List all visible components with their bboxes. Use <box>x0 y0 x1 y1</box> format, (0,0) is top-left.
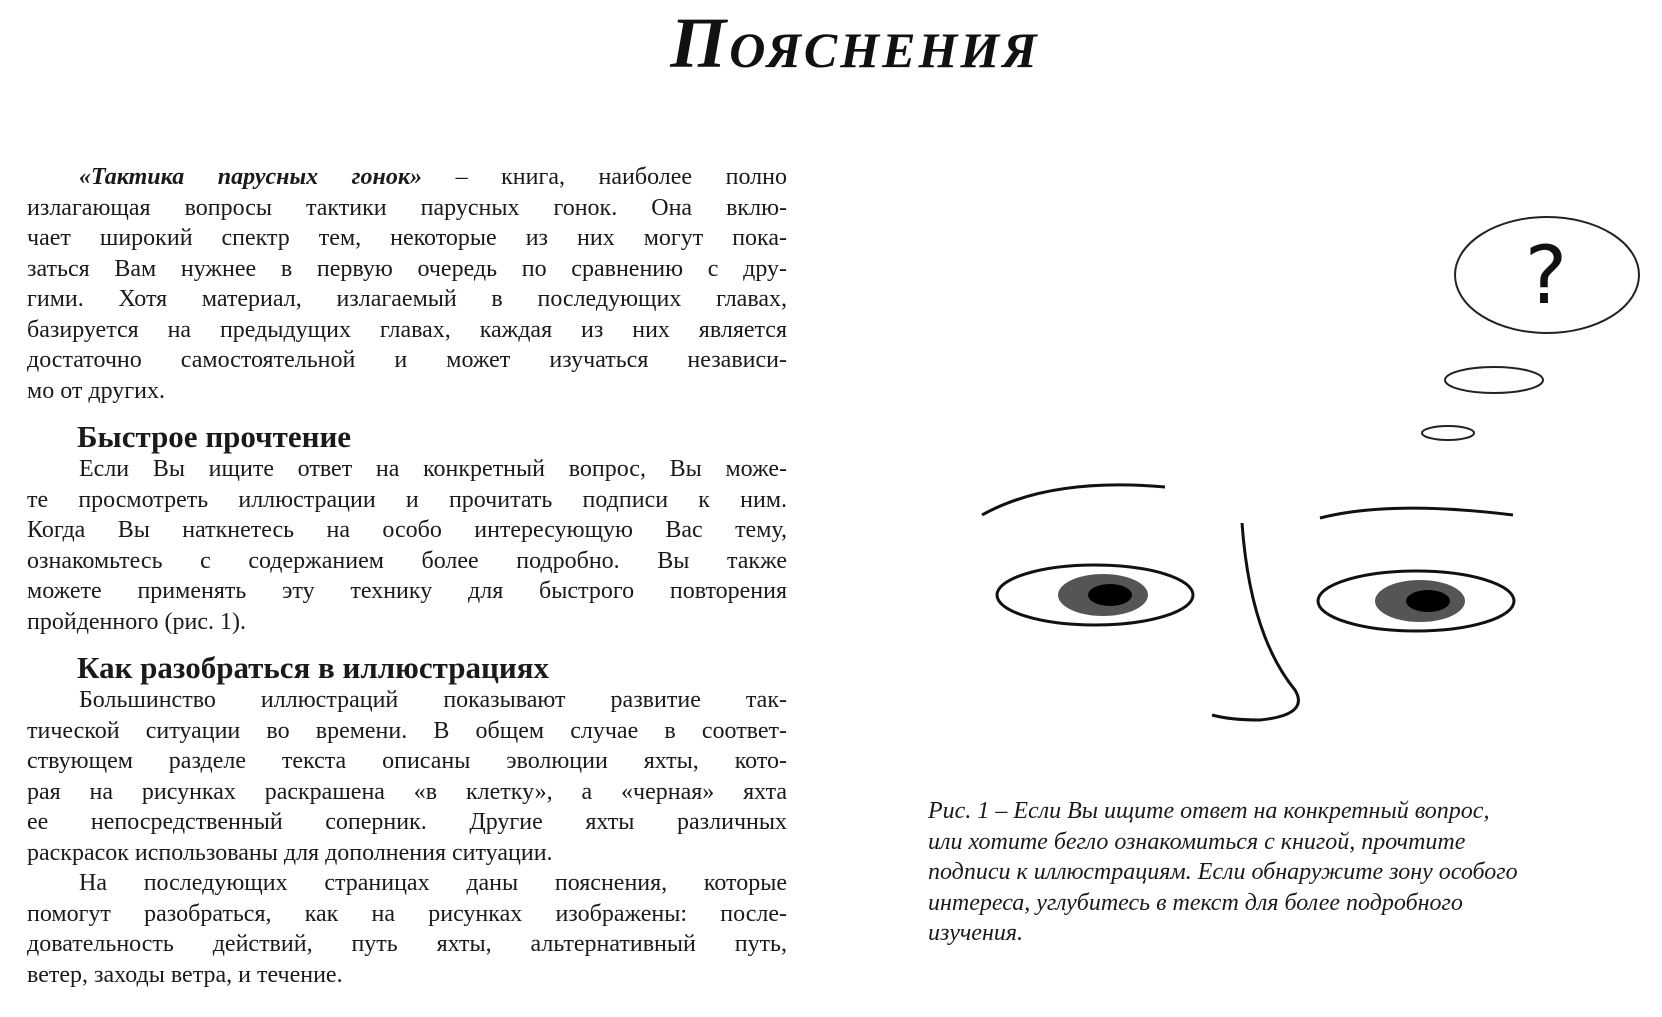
right-eye <box>1318 571 1514 631</box>
text-line: базируется на предыдущих главах, каждая из них является <box>27 316 787 343</box>
text-line: Большинство иллюстраций показывают развитие так- <box>79 687 787 713</box>
text-line: рая на рисунках раскрашена «в клетку», а «черная» яхта <box>27 778 787 805</box>
figure-face-illustration <box>960 215 1660 735</box>
text-line: излагающая вопросы тактики парусных гонок. Она вклю- <box>27 194 787 221</box>
text-line: раскрасок использованы для дополнения ситуации. <box>27 839 553 866</box>
section-heading: Как разобраться в иллюстрациях <box>77 650 549 685</box>
figure-caption <box>928 796 1653 949</box>
text-line: чает широкий спектр тем, некоторые из них могут пока- <box>27 225 787 251</box>
text-line: помогут разобраться, как на рисунках изображены: после- <box>27 900 787 927</box>
text-line: ее непосредственный соперник. Другие яхты различных <box>27 809 787 835</box>
left-eye <box>997 565 1193 625</box>
caption-line: подписи к иллюстрациям. Если обнаружите зону особого <box>928 859 1518 885</box>
text-line: ствующем разделе текста описаны эволюции яхты, кото- <box>27 748 787 774</box>
right-eyebrow <box>1320 508 1513 518</box>
intro-paragraph: «Тактика парусных гонок» – книга, наиболее полно излагающая вопросы тактики парусных гонок. Она вклю- чает широкий спектр тем, некоторые из них могут пока- заться Вам нужнее в первую очередь по сравнению с дру- гими. Хотя материал, излагаемый в последующих главах, базируется на предыдущих главах, каждая из них является достаточно самостоятельной и может изучаться независи- мо от других. <box>27 162 787 406</box>
section-quick-reading <box>27 420 787 637</box>
caption-line: изучения. <box>928 920 1024 946</box>
text-line: мо от других. <box>27 377 165 404</box>
caption-line: или хотите бегло ознакомиться с книгой, прочтите <box>928 828 1466 855</box>
text-line: пройденного (рис. 1). <box>27 608 246 635</box>
caption-line: Рис. 1 – Если Вы ищите ответ на конкретный вопрос, <box>928 798 1490 824</box>
text-line: достаточно самостоятельной и может изучаться независи- <box>27 347 787 373</box>
page-title: Пояснения <box>670 3 1040 83</box>
question-mark: ? <box>1524 229 1568 322</box>
section-illustrations <box>27 651 787 990</box>
text-line: Когда Вы наткнетесь на особо интересующую Вас тему, <box>27 517 787 543</box>
text-line: заться Вам нужнее в первую очередь по сравнению с дру- <box>27 255 787 282</box>
section-heading: Быстрое прочтение <box>77 419 352 454</box>
text-column <box>27 162 787 990</box>
text-line: ознакомьтесь с содержанием более подробно. Вы также <box>27 547 787 574</box>
left-eyebrow <box>982 485 1165 515</box>
text-line: те просмотреть иллюстрации и прочитать подписи к ним. <box>27 486 787 513</box>
book-title: «Тактика парусных гонок» <box>79 164 423 190</box>
text-line: тической ситуации во времени. В общем случае в соответ- <box>27 717 787 744</box>
nose <box>1212 523 1298 720</box>
text-line: На последующих страницах даны пояснения, которые <box>79 870 787 896</box>
text-line: довательность действий, путь яхты, альтернативный путь, <box>27 931 787 957</box>
text-line: гими. Хотя материал, излагаемый в последующих главах, <box>27 286 787 312</box>
text-line: можете применять эту технику для быстрого повторения <box>27 578 787 604</box>
caption-line: интереса, углубитесь в текст для более подробного <box>928 889 1463 916</box>
text-line: Если Вы ищите ответ на конкретный вопрос, Вы може- <box>79 456 787 482</box>
text-line: ветер, заходы ветра, и течение. <box>27 961 343 988</box>
